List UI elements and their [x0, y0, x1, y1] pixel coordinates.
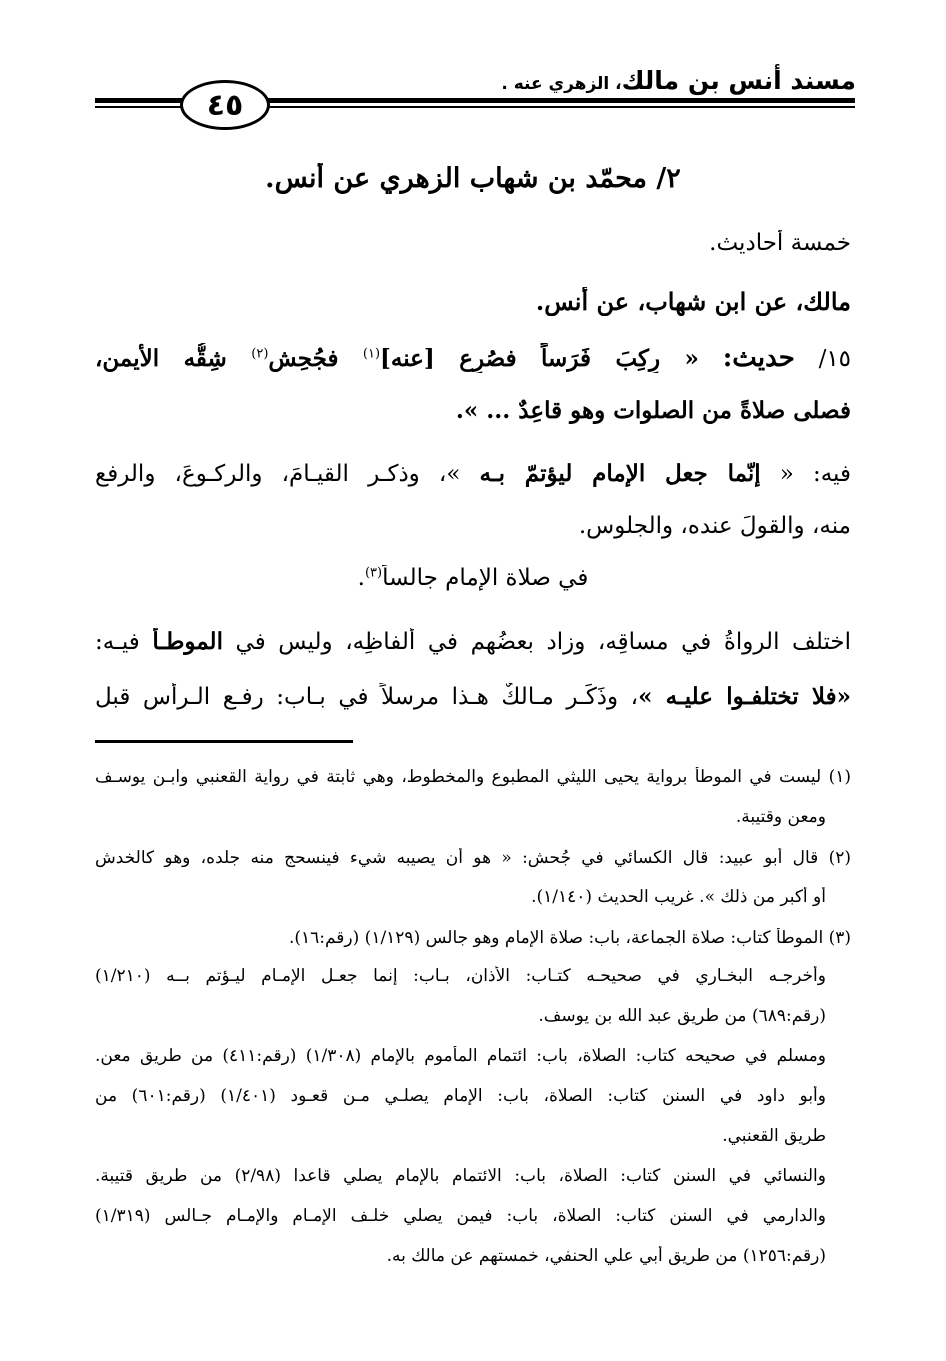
footnote-mark-1: (١) [362, 346, 381, 362]
hadith-text-b: فجُحِش [268, 345, 363, 372]
footnote-mark-3: (٣) [364, 565, 383, 581]
fih-bold: إنّما جعل الإمام ليؤتمّ بـه [479, 460, 761, 487]
footnote-line: (١) ليست في الموطأ برواية يحيى الليثي المطبوع والمخطوط، وهي ثابتة في رواية القعنبي وابـن يوسـف [95, 767, 851, 787]
ikhtalaf-bold: الموطـأ [152, 628, 223, 655]
running-header [501, 66, 856, 95]
footnote-line: ومعن وقتيبة. [735, 807, 826, 827]
footnote-line: والنسائي في السنن كتاب: الصلاة، باب: الائتمام بالإمام يصلي قاعدا (٢/٩٨) من طريق قتيبة. [95, 1166, 826, 1186]
footnote-line: أو أكبر من ذلك ». غريب الحديث (١/١٤٠). [531, 887, 826, 907]
salat-text: في صلاة الإمام جالساً [382, 565, 589, 591]
ikhtalaf-a: اختلف الرواةُ في مساقِه، وزاد بعضُهم في ألفاظِه، وليس في [222, 629, 851, 655]
body-line-count: خمسة أحاديث. [709, 230, 851, 256]
footnote-mark-2: (٢) [251, 346, 269, 362]
footnote-line: وأخرجـه البخـاري في صحيحـه كتـاب: الأذان، بـاب: إنما جعـل الإمـام ليـؤتم بــه (١/٢١٠) [95, 966, 826, 986]
salat-end: . [357, 565, 365, 591]
hadith-text-a: « رِكِبَ فَرَساً فصُرِع [عنه] [380, 345, 699, 372]
body-line-chain: مالك، عن ابن شهاب، عن أنس. [535, 287, 851, 316]
fala-line [95, 683, 851, 710]
footnote-line: ومسلم في صحيحه كتاب: الصلاة، باب: ائتمام المأموم بالإمام (١/٣٠٨) (رقم:٤١١) من طريق معن. [95, 1046, 826, 1066]
page-number: ٤٥ [180, 80, 270, 130]
footnote-line: طريق القعنبي. [722, 1126, 826, 1146]
footnote-line: وأبو داود في السنن كتاب: الصلاة، باب: الإمام يصلـي مـن قعـود (١/٤٠١) (رقم:٦٠١) من [95, 1086, 826, 1106]
salat-line [95, 565, 851, 591]
ikhtalaf-b: فيـه: [95, 629, 153, 655]
running-subtitle: ، الزهري عنه . [501, 74, 622, 94]
footnote-rule [95, 740, 353, 743]
fih-rest: »، وذكـر القيـامَ، والركـوعَ، والرفع [95, 461, 480, 487]
hadith-label: حديث: [722, 343, 795, 373]
footnote-line: (رقم:١٢٥٦) من طريق أبي علي الحنفي، خمستهم عن مالك به. [386, 1246, 826, 1266]
fih-line-2: منه، والقولَ عنده، والجلوس. [578, 513, 851, 539]
footnote-line: (رقم:٦٨٩) من طريق عبد الله بن يوسف. [538, 1006, 826, 1026]
footnote-line: والدارمي في السنن كتاب: الصلاة، باب: فيمن يصلي خلـف الإمـام والإمـام جـالس (١/٣١٩) [95, 1206, 826, 1226]
hadith-line-2: فصلى صلاةً من الصلوات وهو قاعِدٌ ... ». [455, 397, 851, 424]
running-title: مسند أنس بن مالك [621, 66, 856, 95]
ikhtalaf-line [95, 628, 851, 655]
fih-prefix: فيه: « [760, 461, 851, 487]
fih-line-1 [95, 460, 851, 487]
footnote-line: (٢) قال أبو عبيد: قال الكسائي في جُحش: « هو أن يصيبه شيء فينسحج منه جلده، وهو كالخدش [95, 848, 851, 868]
fala-rest: ، وذَكَـر مـالكٌ هـذا مرسلاً في بـاب: رفـع الـرأس قبل [95, 684, 639, 710]
fala-bold: «فلا تختلفـوا عليـه » [638, 683, 851, 710]
hadith-text-c: شِقُّه الأيمن، [95, 345, 252, 372]
hadith-line-1 [95, 343, 851, 373]
section-title: ٢/ محمّد بن شهاب الزهري عن أنس. [265, 163, 681, 194]
hadith-number: ١٥/ [818, 346, 851, 372]
footnote-line: (٣) الموطأ كتاب: صلاة الجماعة، باب: صلاة الإمام وهو جالس (١/١٢٩) (رقم:١٦). [288, 928, 851, 948]
